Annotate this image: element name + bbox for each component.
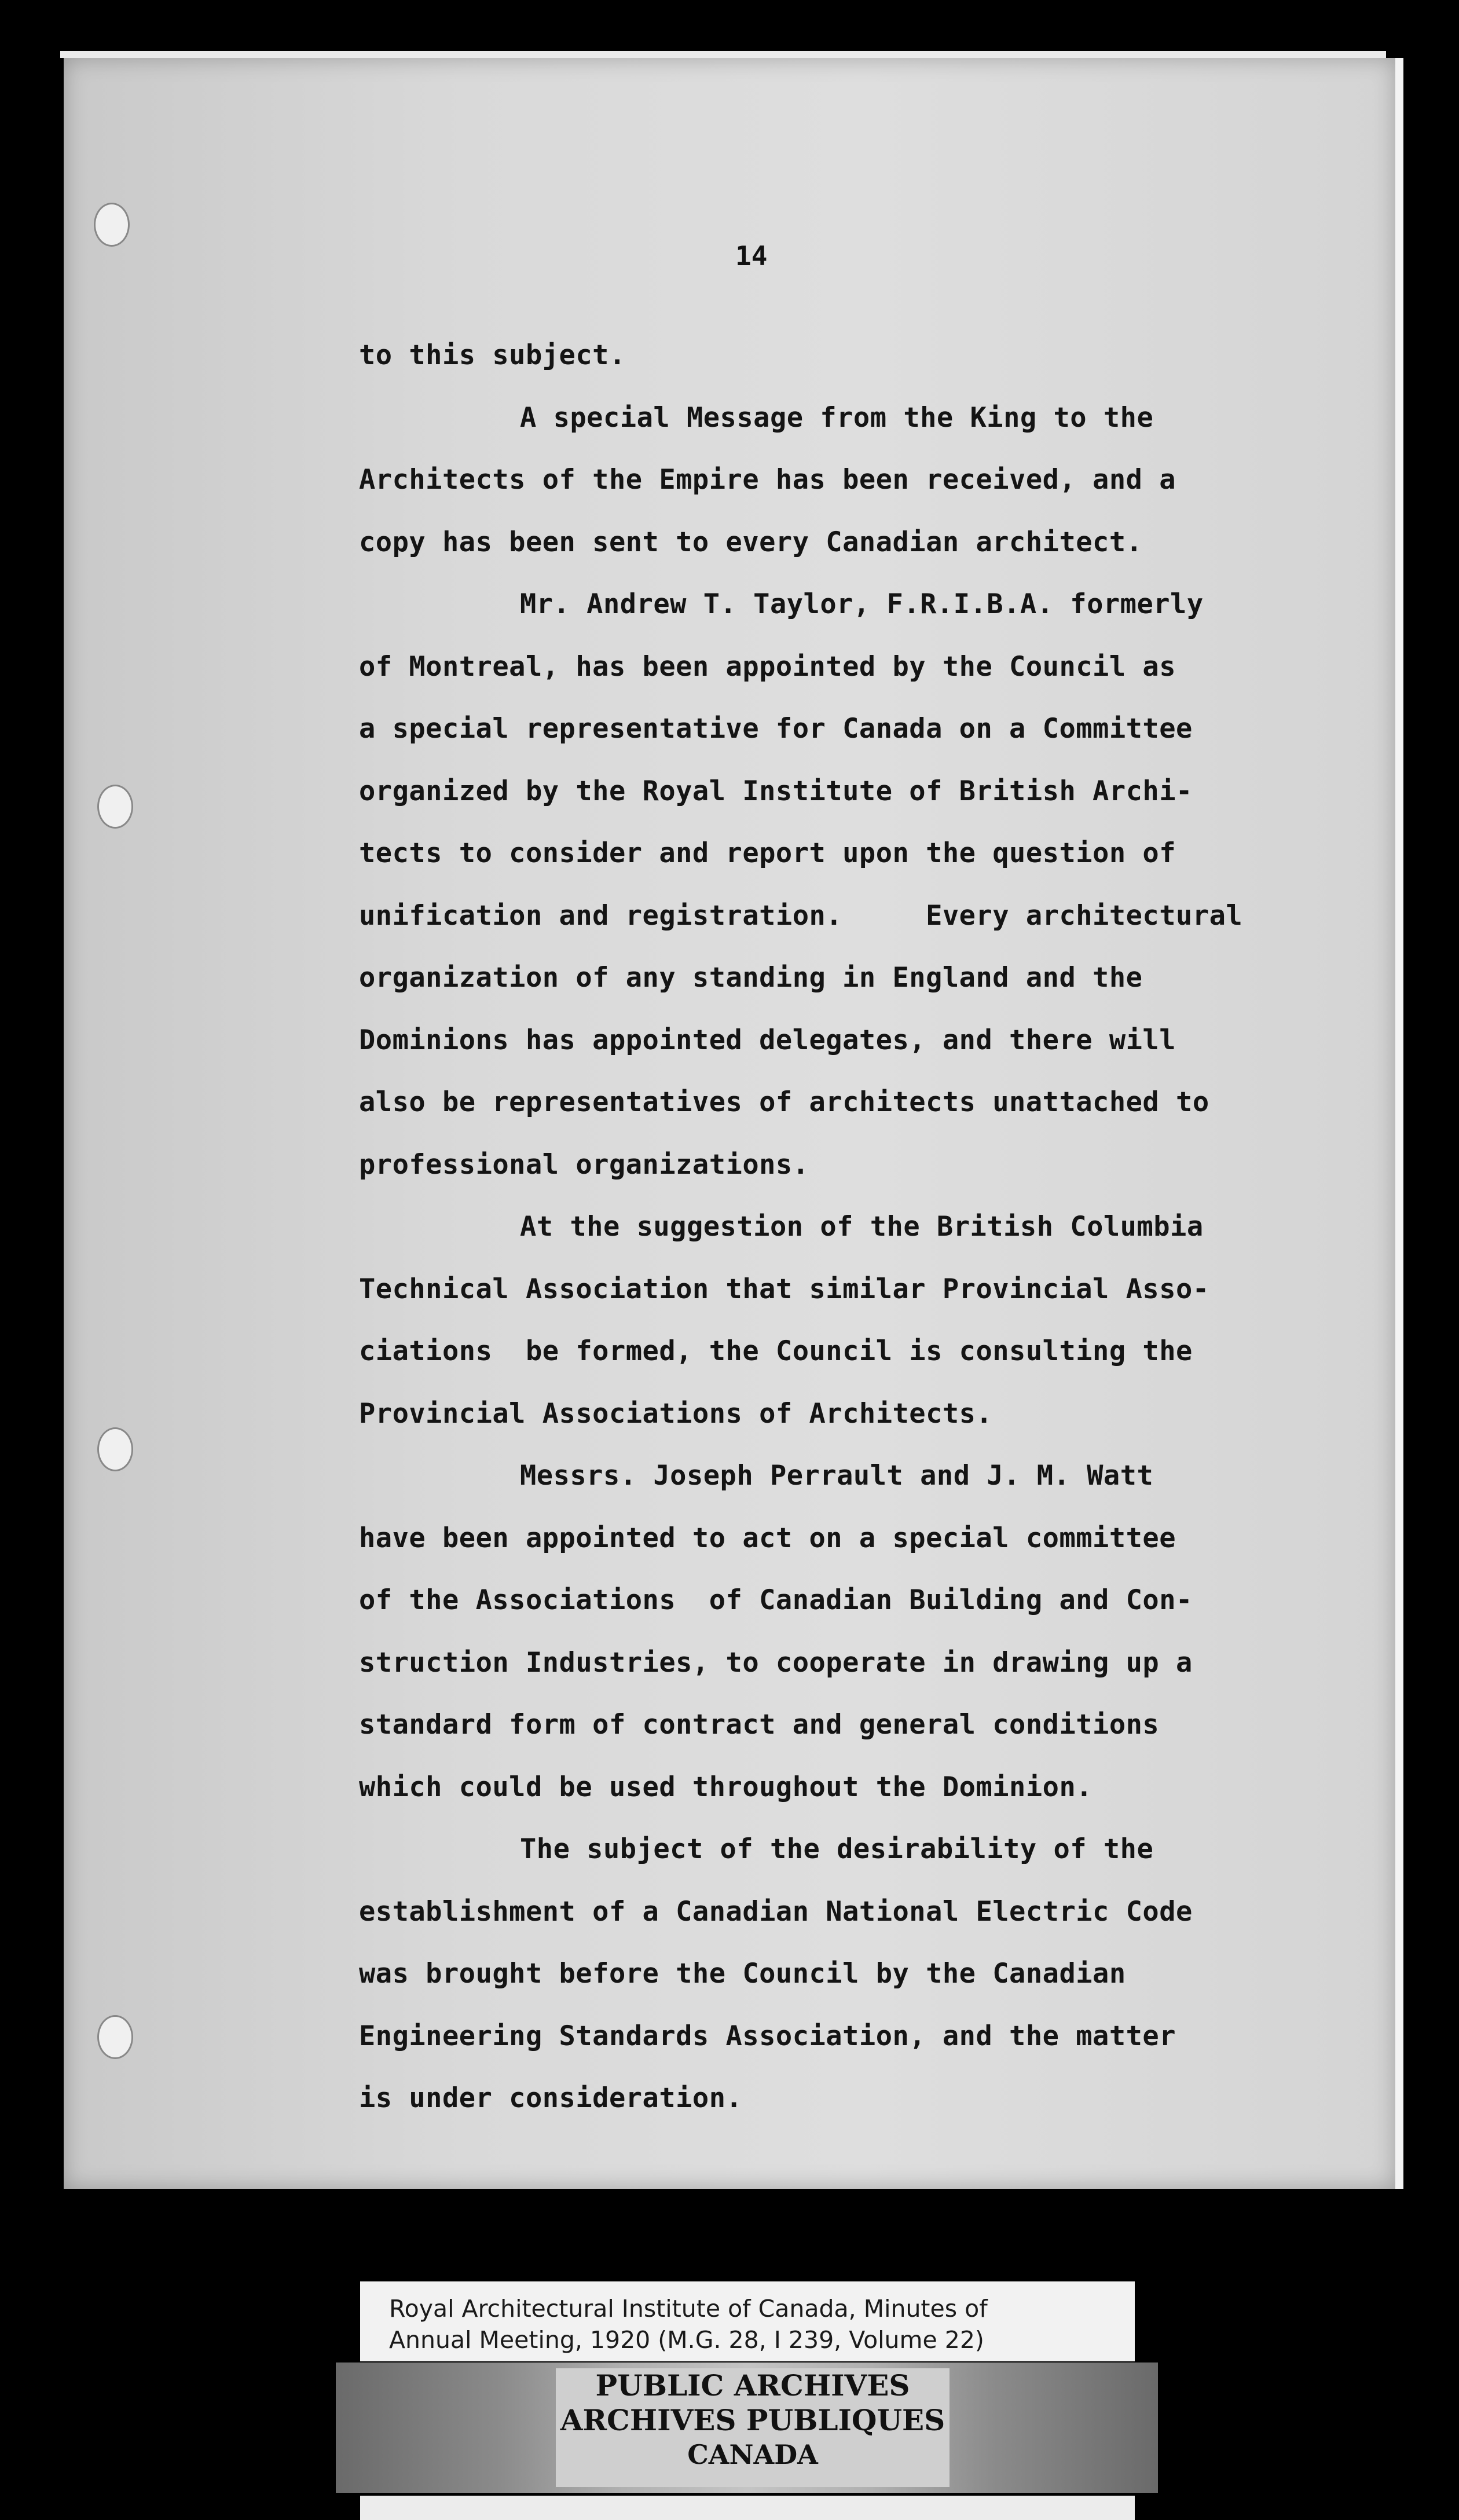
text-line: of the Associations of Canadian Building and Con- [359, 1584, 1193, 1616]
binder-hole [97, 1427, 133, 1471]
stamp-line-1: PUBLIC ARCHIVES [595, 2368, 910, 2402]
archives-stamp-label [556, 2368, 950, 2487]
text-line: professional organizations. [359, 1148, 809, 1181]
text-line: unification and registration. Every architectural [359, 899, 1243, 932]
text-line: tects to consider and report upon the question of [359, 837, 1176, 869]
text-line: Dominions has appointed delegates, and there will [359, 1024, 1176, 1056]
citation-line-2: Annual Meeting, 1920 (M.G. 28, I 239, Volume 22) [389, 2326, 984, 2354]
text-line: Mr. Andrew T. Taylor, F.R.I.B.A. formerly [520, 588, 1204, 620]
binder-hole [97, 785, 133, 829]
typed-body-text [359, 324, 1355, 2130]
text-line: ciations be formed, the Council is consulting the [359, 1335, 1193, 1367]
text-line: also be representatives of architects unattached to [359, 1086, 1209, 1118]
text-line: of Montreal, has been appointed by the Council as [359, 650, 1176, 683]
text-line: organization of any standing in England and the [359, 962, 1143, 994]
text-line: Technical Association that similar Provincial Asso- [359, 1273, 1209, 1305]
binder-hole [97, 2015, 133, 2059]
stamp-line-2: ARCHIVES PUBLIQUES [560, 2403, 945, 2437]
text-line: which could be used throughout the Dominion. [359, 1771, 1093, 1803]
text-line: Provincial Associations of Architects. [359, 1397, 993, 1430]
binder-hole [94, 203, 130, 247]
text-line: Engineering Standards Association, and the matter [359, 2020, 1176, 2052]
text-line: organized by the Royal Institute of British Archi- [359, 775, 1193, 807]
text-line: At the suggestion of the British Columbia [520, 1211, 1204, 1243]
citation-line-1: Royal Architectural Institute of Canada, Minutes of [389, 2295, 988, 2323]
text-line: Architects of the Empire has been received, and a [359, 464, 1176, 496]
text-line: establishment of a Canadian National Electric Code [359, 1895, 1193, 1928]
text-line: is under consideration. [359, 2082, 743, 2114]
text-line: a special representative for Canada on a Committee [359, 713, 1193, 745]
stamp-line-3: CANADA [687, 2439, 818, 2470]
bottom-strip [360, 2496, 1135, 2520]
text-line: A special Message from the King to the [520, 401, 1154, 434]
text-line: struction Industries, to cooperate in drawing up a [359, 1646, 1193, 1679]
archives-stamp [336, 2362, 1158, 2493]
page-number: 14 [735, 240, 768, 272]
text-line: Messrs. Joseph Perrault and J. M. Watt [520, 1460, 1154, 1492]
text-line: The subject of the desirability of the [520, 1833, 1154, 1865]
text-line: standard form of contract and general conditions [359, 1709, 1160, 1741]
text-line: to this subject. [359, 339, 626, 371]
citation-text [389, 2293, 988, 2356]
text-line: copy has been sent to every Canadian architect. [359, 526, 1143, 558]
text-line: was brought before the Council by the Canadian [359, 1958, 1126, 1990]
citation-label [360, 2281, 1135, 2361]
text-line: have been appointed to act on a special committee [359, 1522, 1176, 1554]
